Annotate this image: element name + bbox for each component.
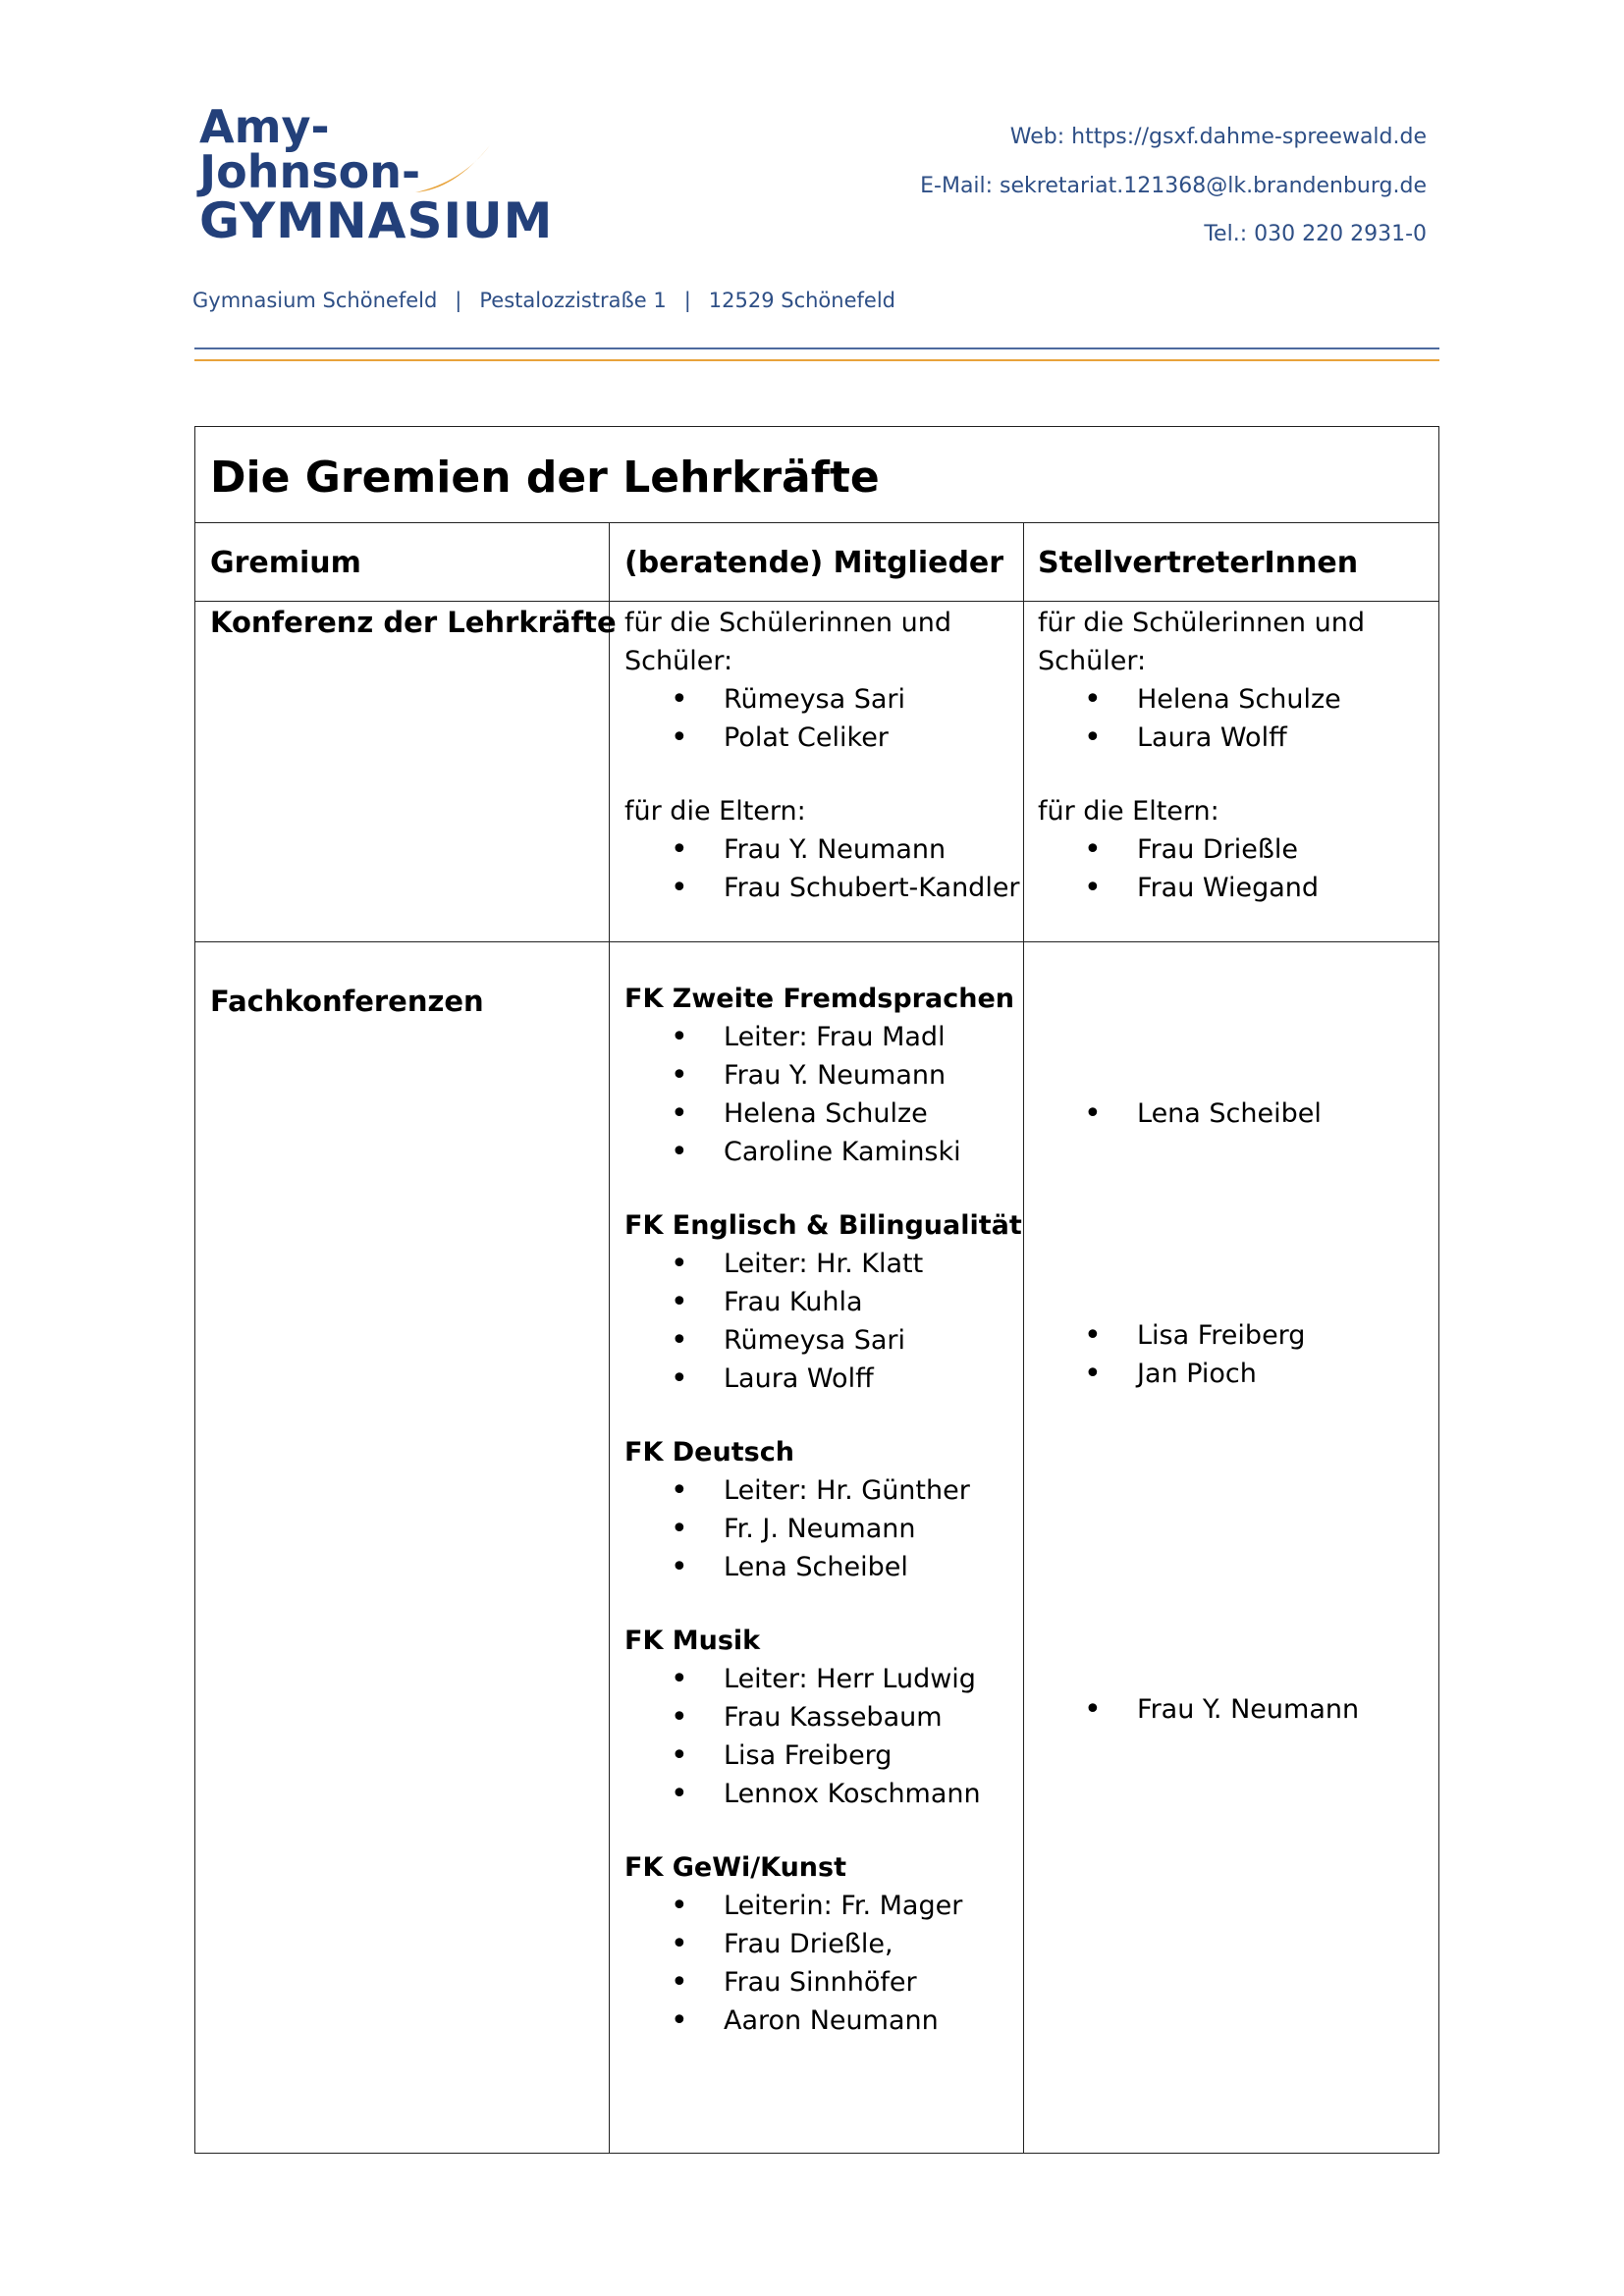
street: Pestalozzistraße 1 [479,289,667,312]
list-item: • Leiter: Herr Ludwig [624,1660,1022,1698]
parents-intro: für die Eltern: [624,796,806,827]
list-item: • Lisa Freiberg [1038,1316,1305,1355]
committees-table [194,426,1439,2154]
fk-group-title: FK Englisch & Bilingualität [624,1210,1022,1241]
students-intro: für die Schülerinnen und Schüler: [1038,608,1365,676]
school-logo [199,102,553,249]
list-item: • Aaron Neumann [624,2002,1022,2040]
fk-group-title: FK GeWi/Kunst [624,1852,847,1883]
header-divider-blue [194,347,1439,349]
list-item: • Frau Kassebaum [624,1698,1022,1736]
contact-block [920,125,1427,274]
list-item: • Rümeysa Sari [624,1321,1022,1360]
logo-line-1: Amy- [199,100,330,153]
parents-intro: für die Eltern: [1038,796,1219,827]
header-divider-orange [194,359,1439,361]
address-separator: | [683,289,691,312]
address-line [192,289,895,312]
list-item: • Frau Y. Neumann [1038,1690,1359,1729]
fk-group [624,1848,1022,2040]
school-name: Gymnasium Schönefeld [192,289,438,312]
column-header-deputies: StellvertreterInnen [1038,546,1359,580]
column-divider [609,522,610,2153]
list-item: • Lena Scheibel [624,1548,1022,1586]
list-item: • Polat Celiker [624,719,1020,757]
phone-number: Tel.: 030 220 2931-0 [1204,222,1427,246]
list-item: • Rümeysa Sari [624,680,1020,719]
list-item: • Leiterin: Fr. Mager [624,1887,1022,1925]
website-link[interactable]: Web: https://gsxf.dahme-spreewald.de [1009,125,1427,149]
list-item: • Lisa Freiberg [624,1736,1022,1775]
column-header-members: (beratende) Mitglieder [624,546,1004,580]
gremium-fachkonferenzen: Fachkonferenzen [210,985,484,1018]
list-item: • Jan Pioch [1038,1355,1305,1393]
list-item: • Frau Sinnhöfer [624,1963,1022,2002]
fk-group-title: FK Musik [624,1626,761,1656]
column-header-gremium: Gremium [210,546,361,580]
list-item: • Fr. J. Neumann [624,1510,1022,1548]
list-item: • Frau Y. Neumann [624,1056,1022,1095]
logo-line-3: GYMNASIUM [199,192,554,249]
list-item: • Leiter: Frau Madl [624,1018,1022,1056]
column-divider [1023,522,1024,2153]
fachkonferenzen-members [624,980,1022,2075]
list-item: • Leiter: Hr. Klatt [624,1245,1022,1283]
fk-group-title: FK Zweite Fremdsprachen [624,984,1014,1014]
fk-deputies-group [1038,1690,1359,1729]
address-separator: | [455,289,462,312]
fk-group-title: FK Deutsch [624,1437,794,1468]
list-item: • Laura Wolff [624,1360,1022,1398]
list-item: • Lennox Koschmann [624,1775,1022,1813]
students-intro: für die Schülerinnen und Schüler: [624,608,951,676]
gremium-konferenz: Konferenz der Lehrkräfte [210,606,617,639]
logo-line-2: Johnson- [199,145,421,198]
list-item: • Frau Wiegand [1038,869,1365,907]
list-item: • Frau Drießle [1038,830,1365,869]
table-divider [195,601,1438,602]
table-divider [195,941,1438,942]
email-link[interactable]: E-Mail: sekretariat.121368@lk.brandenburg.de [920,173,1427,198]
konferenz-deputies [1038,604,1365,907]
city: 12529 Schönefeld [708,289,895,312]
table-title: Die Gremien der Lehrkräfte [210,453,880,503]
list-item: • Lena Scheibel [1038,1095,1322,1133]
list-item: • Laura Wolff [1038,719,1365,757]
table-divider [195,522,1438,523]
konferenz-members [624,604,1020,907]
list-item: • Frau Kuhla [624,1283,1022,1321]
fk-deputies-group [1038,1316,1305,1393]
fk-group [624,1206,1022,1398]
list-item: • Frau Drießle, [624,1925,1022,1963]
list-item: • Leiter: Hr. Günther [624,1471,1022,1510]
fk-group [624,1622,1022,1813]
fk-group [624,1433,1022,1586]
fk-deputies-group [1038,1095,1322,1133]
fk-group [624,980,1022,1171]
list-item: • Helena Schulze [1038,680,1365,719]
list-item: • Helena Schulze [624,1095,1022,1133]
list-item: • Caroline Kaminski [624,1133,1022,1171]
list-item: • Frau Schubert-Kandler [624,869,1020,907]
logo-swoosh-icon [411,141,494,200]
list-item: • Frau Y. Neumann [624,830,1020,869]
